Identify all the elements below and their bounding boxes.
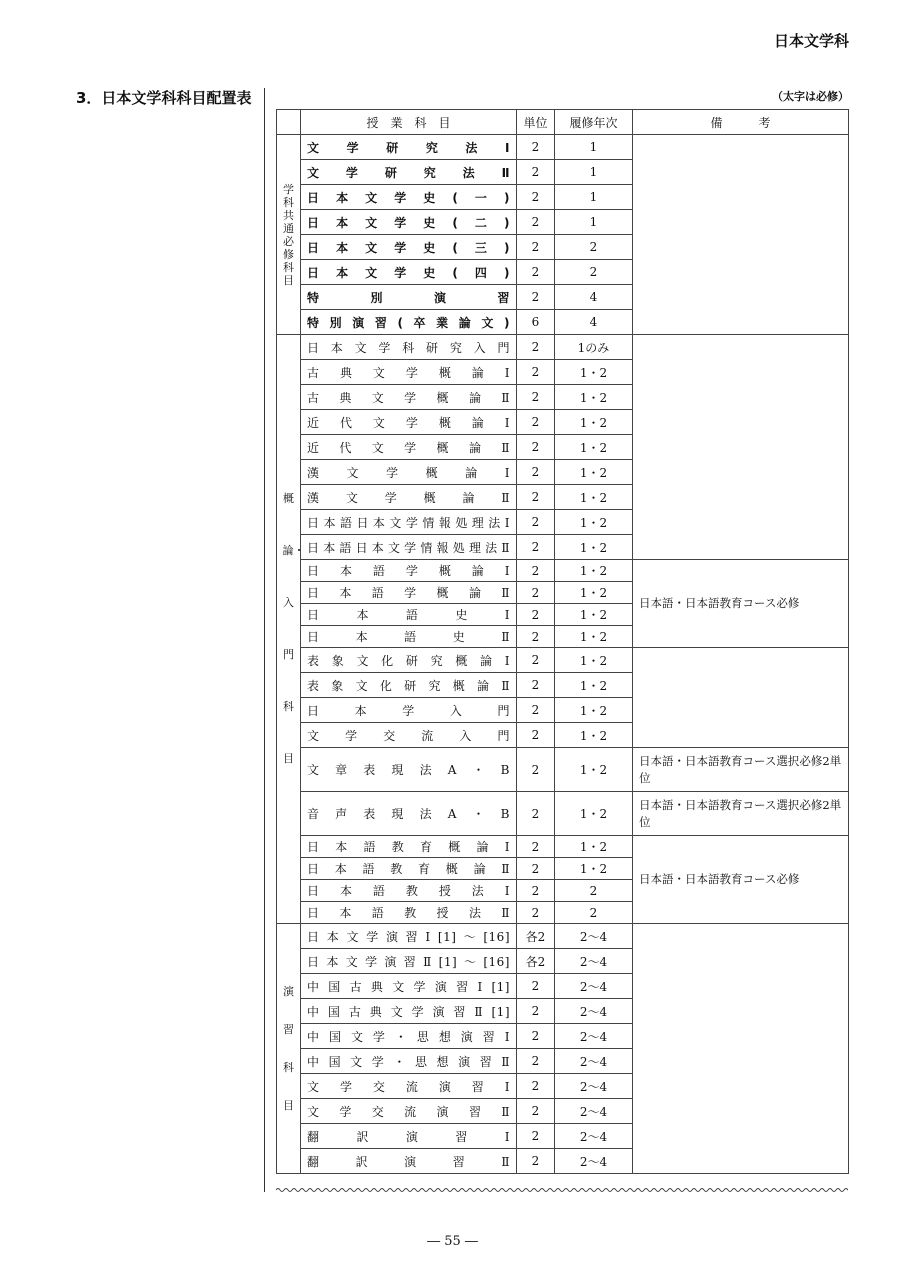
year-cell: 1・2 [555,582,633,604]
subject-cell [301,748,517,792]
credits-cell: 2 [517,604,555,626]
year-cell: 4 [555,285,633,310]
credits-cell: 2 [517,999,555,1024]
credits-cell: 2 [517,626,555,648]
subject-cell [301,974,517,999]
subject-name: 特別演習 [307,290,510,305]
subject-name: 文学研究法Ⅱ [307,165,510,180]
subject-cell [301,360,517,385]
subject-cell [301,435,517,460]
subject-cell [301,1099,517,1124]
table-row [277,748,849,792]
year-cell: 1・2 [555,510,633,535]
remarks-cell [633,924,849,1174]
year-cell: 1・2 [555,748,633,792]
subject-cell [301,792,517,836]
subject-name: 日本文学科研究入門 [307,340,510,355]
subject-cell [301,460,517,485]
subject-name: 日本語史Ⅰ [307,608,510,622]
remarks-cell: 日本語・日本語教育コース選択必修2単位 [633,792,849,836]
subject-cell [301,310,517,335]
page-number: ― 55 ― [427,1234,478,1249]
credits-cell: 2 [517,410,555,435]
subject-cell [301,1024,517,1049]
subject-cell [301,160,517,185]
credits-cell: 2 [517,1024,555,1049]
credits-cell: 2 [517,1149,555,1174]
header-category-cell [277,110,301,135]
credits-cell: 2 [517,836,555,858]
year-cell: 1・2 [555,410,633,435]
category-cell [277,924,301,1174]
subject-name: 古典文学概論Ⅰ [307,365,510,380]
table-header-row [277,110,849,135]
subject-name: 中国文学・思想演習Ⅱ [307,1054,510,1069]
subject-cell [301,836,517,858]
subject-cell [301,723,517,748]
credits-cell: 2 [517,560,555,582]
year-cell: 1・2 [555,460,633,485]
credits-cell: 2 [517,723,555,748]
table-row [277,792,849,836]
subject-name: 近代文学概論Ⅰ [307,415,510,430]
year-cell: 2～4 [555,1124,633,1149]
credits-cell: 2 [517,748,555,792]
table-row [277,560,849,582]
credits-cell: 2 [517,1099,555,1124]
subject-name: 日本文学史(四) [307,265,510,280]
department-title: 日本文学科 [773,32,849,50]
subject-cell [301,135,517,160]
subject-name: 日本文学演習Ⅱ[1]～[16] [307,954,510,969]
year-cell: 1・2 [555,385,633,410]
subject-cell [301,1149,517,1174]
year-cell: 1 [555,160,633,185]
subject-cell [301,210,517,235]
section-title: 3．日本文学科科目配置表 [76,89,252,107]
category-cell [277,135,301,335]
subject-name: 中国古典文学演習Ⅱ[1] [307,1004,510,1019]
year-cell: 1・2 [555,723,633,748]
subject-cell [301,560,517,582]
subject-cell [301,698,517,723]
subject-name: 表象文化研究概論Ⅰ [307,653,510,668]
credits-cell: 2 [517,435,555,460]
year-cell: 2～4 [555,924,633,949]
subject-name: 文学交流入門 [307,728,510,743]
table-row [277,836,849,858]
course-table [276,109,849,1174]
year-cell: 1 [555,135,633,160]
subject-name: 日本文学史(一) [307,190,510,205]
subject-cell [301,582,517,604]
subject-cell [301,1049,517,1074]
year-cell: 2～4 [555,1149,633,1174]
bold-required-note: （太字は必修） [772,90,849,103]
subject-name: 日本文学史(二) [307,215,510,230]
credits-cell: 各2 [517,949,555,974]
year-cell: 1・2 [555,858,633,880]
subject-name: 日本語教育概論Ⅰ [307,840,510,854]
credits-cell: 2 [517,460,555,485]
subject-name: 日本語学概論Ⅱ [307,586,510,600]
credits-cell: 2 [517,210,555,235]
section-divider [264,88,265,1192]
year-cell: 1・2 [555,604,633,626]
subject-name: 表象文化研究概論Ⅱ [307,678,510,693]
header-credits: 単位 [517,110,555,135]
credits-cell: 2 [517,582,555,604]
table-row [277,924,849,949]
year-cell: 2 [555,235,633,260]
year-cell: 1・2 [555,626,633,648]
credits-cell: 2 [517,335,555,360]
subject-name: 日本語教授法Ⅰ [307,884,510,898]
subject-cell [301,385,517,410]
subject-name: 日本文学演習Ⅰ[1]～[16] [307,929,510,944]
year-cell: 2 [555,260,633,285]
category-label: 概論・入門科目 [282,492,305,765]
year-cell: 2～4 [555,1024,633,1049]
year-cell: 2 [555,902,633,924]
year-cell: 1・2 [555,792,633,836]
credits-cell: 2 [517,880,555,902]
subject-name: 日本語教育概論Ⅱ [307,862,510,876]
credits-cell: 2 [517,510,555,535]
subject-cell [301,880,517,902]
credits-cell: 2 [517,235,555,260]
subject-name: 日本語学概論Ⅰ [307,564,510,578]
subject-name: 中国文学・思想演習Ⅰ [307,1029,510,1044]
table-row [277,335,849,360]
year-cell: 2～4 [555,999,633,1024]
credits-cell: 2 [517,974,555,999]
category-label: 学科共通必修科目 [283,182,294,287]
subject-cell [301,604,517,626]
year-cell: 1 [555,210,633,235]
year-cell: 1・2 [555,360,633,385]
credits-cell: 2 [517,1074,555,1099]
subject-cell [301,949,517,974]
subject-cell [301,260,517,285]
subject-name: 文学交流演習Ⅱ [307,1104,510,1119]
subject-name: 文学研究法Ⅰ [307,140,510,155]
subject-name: 日本語日本文学情報処理法Ⅰ [307,515,510,530]
year-cell: 1・2 [555,698,633,723]
subject-cell [301,626,517,648]
credits-cell: 2 [517,485,555,510]
credits-cell: 2 [517,185,555,210]
subject-name: 日本語教授法Ⅱ [307,906,510,920]
year-cell: 1・2 [555,485,633,510]
subject-name: 漢文学概論Ⅰ [307,465,510,480]
subject-name: 古典文学概論Ⅱ [307,390,510,405]
year-cell: 1・2 [555,560,633,582]
remarks-cell [633,135,849,335]
subject-cell [301,999,517,1024]
category-cell [277,335,305,924]
subject-cell [301,673,517,698]
remarks-cell [633,648,849,748]
year-cell: 1・2 [555,535,633,560]
header-subject: 授 業 科 目 [301,110,517,135]
subject-cell [301,510,517,535]
subject-cell [301,858,517,880]
table-continuation-wave [276,1186,848,1194]
year-cell: 2～4 [555,949,633,974]
year-cell: 4 [555,310,633,335]
subject-cell [301,335,517,360]
credits-cell: 2 [517,902,555,924]
subject-name: 翻訳演習Ⅱ [307,1154,510,1169]
subject-name: 文章表現法A・B [307,763,510,777]
subject-name: 日本学入門 [307,703,510,718]
credits-cell: 2 [517,260,555,285]
credits-cell: 2 [517,1124,555,1149]
year-cell: 2～4 [555,974,633,999]
credits-cell: 6 [517,310,555,335]
remarks-cell: 日本語・日本語教育コース必修 [633,560,849,648]
credits-cell: 2 [517,698,555,723]
subject-name: 漢文学概論Ⅱ [307,490,510,505]
subject-name: 特別演習(卒業論文) [307,315,510,330]
subject-cell [301,235,517,260]
remarks-cell: 日本語・日本語教育コース選択必修2単位 [633,748,849,792]
subject-name: 日本文学史(三) [307,240,510,255]
category-label: 演習科目 [283,984,294,1112]
remarks-cell [633,335,849,560]
subject-cell [301,1124,517,1149]
credits-cell: 2 [517,858,555,880]
subject-cell [301,285,517,310]
subject-cell [301,535,517,560]
subject-cell [301,185,517,210]
year-cell: 1・2 [555,435,633,460]
subject-name: 文学交流演習Ⅰ [307,1079,510,1094]
year-cell: 1 [555,185,633,210]
year-cell: 1のみ [555,335,633,360]
subject-cell [301,485,517,510]
credits-cell: 2 [517,385,555,410]
subject-name: 日本語日本文学情報処理法Ⅱ [307,540,510,555]
credits-cell: 2 [517,360,555,385]
subject-name: 日本語史Ⅱ [307,630,510,644]
year-cell: 1・2 [555,673,633,698]
subject-name: 近代文学概論Ⅱ [307,440,510,455]
subject-cell [301,648,517,673]
subject-cell [301,1074,517,1099]
credits-cell: 2 [517,648,555,673]
header-year: 履修年次 [555,110,633,135]
subject-cell [301,902,517,924]
subject-cell [301,924,517,949]
subject-cell [301,410,517,435]
credits-cell: 2 [517,792,555,836]
subject-name: 中国古典文学演習Ⅰ[1] [307,979,510,994]
subject-name: 翻訳演習Ⅰ [307,1129,510,1144]
credits-cell: 2 [517,285,555,310]
year-cell: 2～4 [555,1074,633,1099]
year-cell: 2～4 [555,1049,633,1074]
year-cell: 2～4 [555,1099,633,1124]
header-remarks: 備 考 [633,110,849,135]
credits-cell: 2 [517,1049,555,1074]
subject-name: 音声表現法A・B [307,807,510,821]
table-row [277,135,849,160]
credits-cell: 2 [517,135,555,160]
credits-cell: 2 [517,160,555,185]
table-row [277,648,849,673]
year-cell: 1・2 [555,836,633,858]
credits-cell: 各2 [517,924,555,949]
credits-cell: 2 [517,535,555,560]
remarks-cell: 日本語・日本語教育コース必修 [633,836,849,924]
year-cell: 2 [555,880,633,902]
year-cell: 1・2 [555,648,633,673]
credits-cell: 2 [517,673,555,698]
